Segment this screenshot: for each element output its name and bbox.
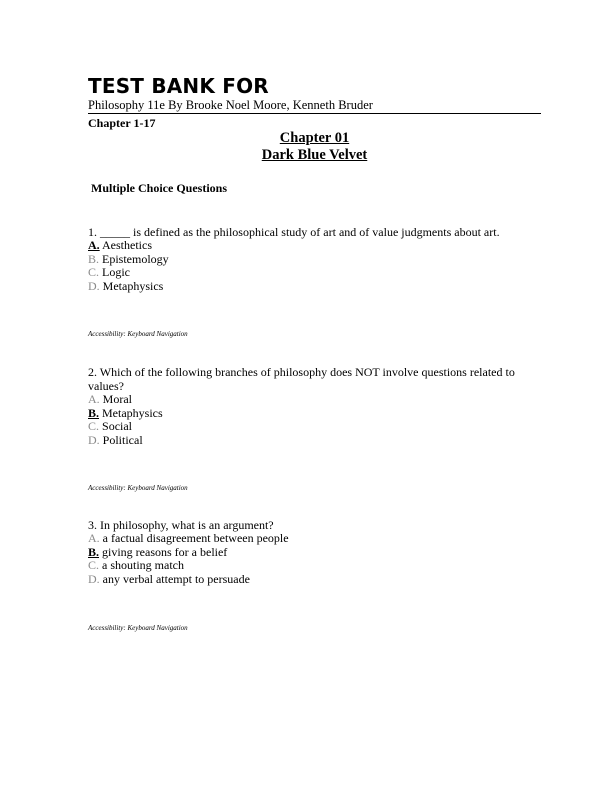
accessibility-note: Accessibility: Keyboard Navigation: [88, 624, 188, 632]
accessibility-note: Accessibility: Keyboard Navigation: [88, 484, 188, 492]
question-1: [88, 225, 528, 294]
chapter-range: Chapter 1-17: [88, 116, 156, 130]
answer-option-b: [88, 546, 528, 560]
option-text: Aesthetics: [99, 238, 152, 252]
answer-option-b: [88, 407, 528, 421]
option-text: Metaphysics: [99, 405, 163, 420]
accessibility-note: Accessibility: Keyboard Navigation: [88, 330, 188, 338]
header-rule: [88, 113, 541, 114]
answer-option-a: [88, 239, 528, 253]
answer-option-a: [88, 532, 528, 546]
option-text: Metaphysics: [99, 279, 164, 294]
option-text: a factual disagreement between people: [99, 531, 289, 545]
chapter-number: Chapter 01: [279, 130, 350, 146]
option-letter-correct: B.: [88, 405, 100, 420]
option-letter-correct: A.: [88, 238, 100, 252]
book-subtitle: Philosophy 11e By Brooke Noel Moore, Kenneth Bruder: [88, 98, 373, 112]
option-text: a shouting match: [99, 558, 184, 573]
option-letter: D.: [88, 572, 100, 587]
option-letter-correct: B.: [88, 544, 100, 559]
option-letter: C.: [88, 419, 100, 434]
section-title: Multiple Choice Questions: [91, 181, 228, 195]
option-letter: B.: [88, 251, 100, 266]
option-text: Logic: [99, 265, 131, 280]
answer-option-c: [88, 559, 528, 573]
option-letter: A.: [88, 392, 100, 406]
option-text: any verbal attempt to persuade: [99, 572, 250, 587]
option-text: giving reasons for a belief: [99, 544, 228, 559]
answer-option-a: [88, 393, 528, 407]
option-text: Political: [99, 433, 143, 448]
option-letter: D.: [88, 433, 100, 448]
option-text: Social: [99, 419, 133, 434]
option-letter: C.: [88, 265, 100, 280]
option-letter: C.: [88, 558, 100, 573]
answer-option-d: [88, 573, 528, 587]
chapter-title: Dark Blue Velvet: [261, 147, 368, 163]
option-letter: A.: [88, 531, 100, 545]
option-text: Moral: [99, 392, 132, 406]
test-bank-heading: TEST BANK FOR: [88, 74, 269, 98]
question-2: [88, 365, 528, 448]
answer-option-d: [88, 280, 528, 294]
answer-option-c: [88, 266, 528, 280]
option-text: Epistemology: [99, 251, 169, 266]
question-text: 3. In philosophy, what is an argument?: [88, 518, 274, 532]
answer-option-d: [88, 434, 528, 448]
answer-option-c: [88, 420, 528, 434]
question-text: 1. _____ is defined as the philosophical study of art and of value judgments about art.: [88, 225, 500, 239]
answer-option-b: [88, 253, 528, 267]
question-text: 2. Which of the following branches of philosophy does NOT involve questions related to values?: [88, 365, 515, 393]
option-letter: D.: [88, 279, 100, 294]
question-3: [88, 518, 528, 587]
